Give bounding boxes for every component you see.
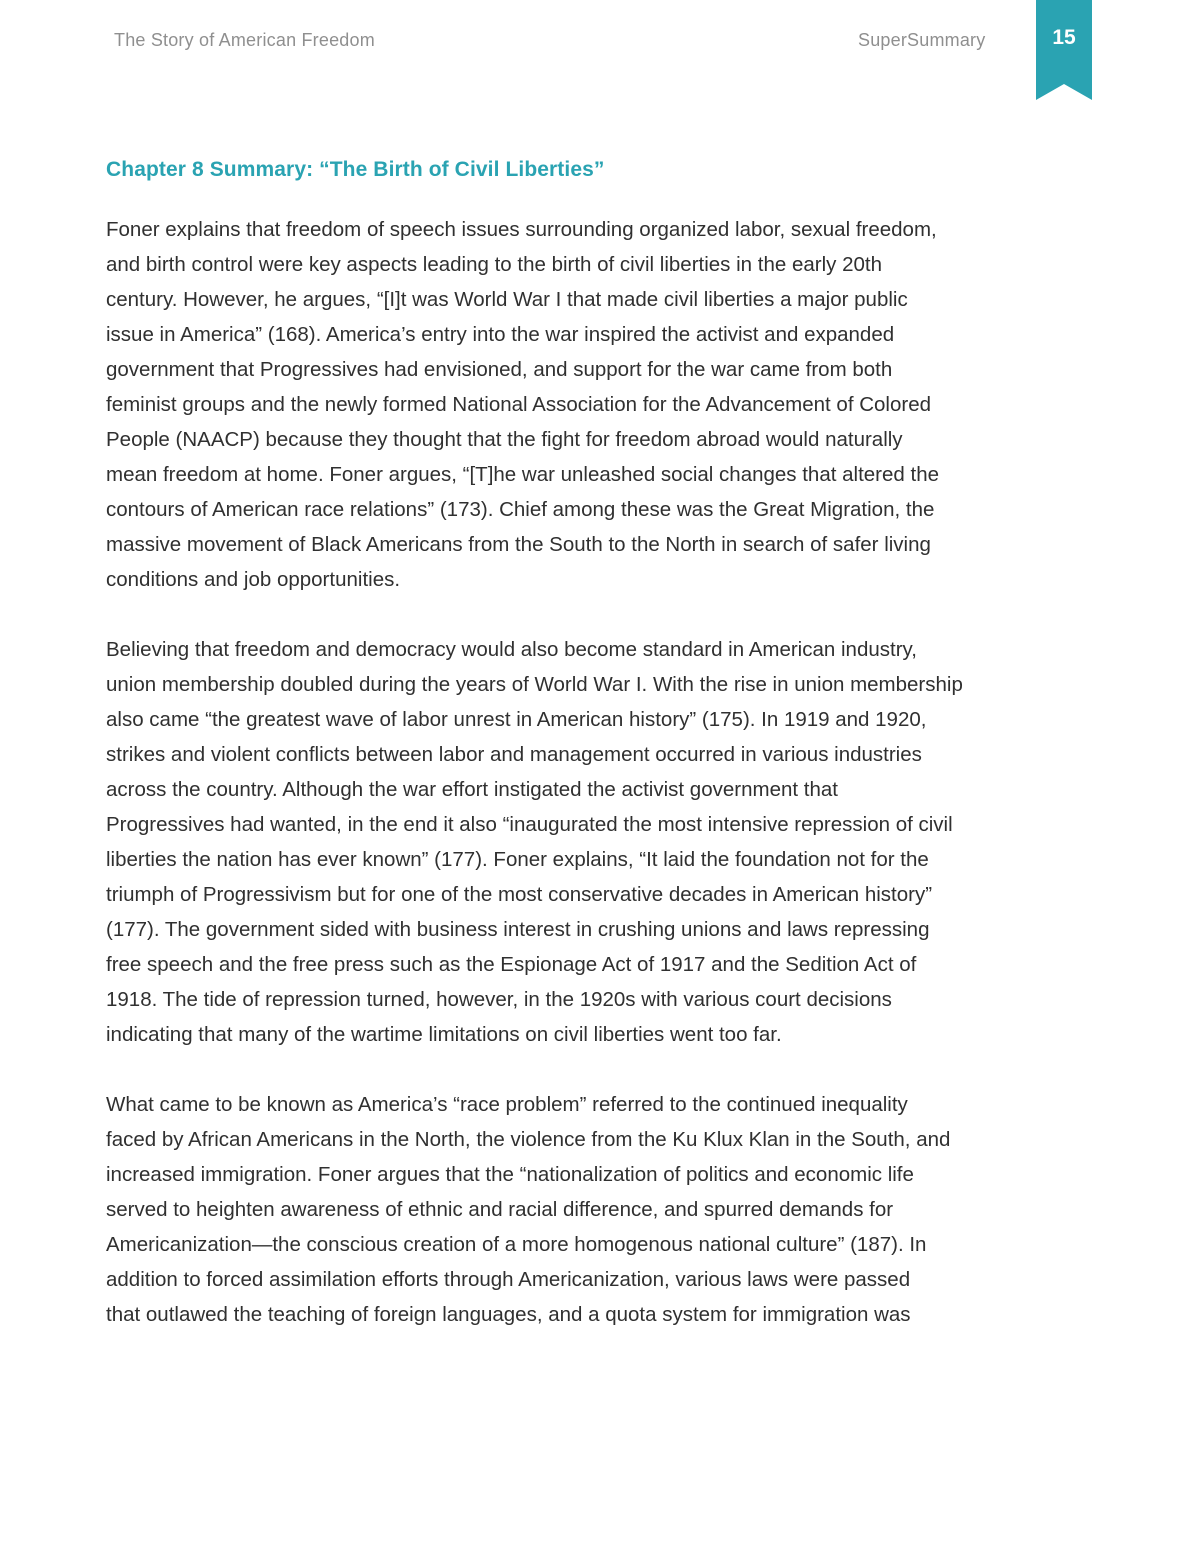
text-line: served to heighten awareness of ethnic and racial difference, and spurred demands for: [106, 1198, 894, 1221]
text-line: feminist groups and the newly formed National Association for the Advancement of Colored: [106, 393, 932, 416]
text-line: that outlawed the teaching of foreign languages, and a quota system for immigration was: [106, 1303, 911, 1326]
text-line: liberties the nation has ever known” (177). Foner explains, “It laid the foundation not for the: [106, 848, 929, 871]
text-line: Foner explains that freedom of speech issues surrounding organized labor, sexual freedom,: [106, 218, 937, 241]
text-line: century. However, he argues, “[I]t was World War I that made civil liberties a major public: [106, 288, 908, 311]
text-line: Progressives had wanted, in the end it also “inaugurated the most intensive repression of civil: [106, 813, 953, 836]
chapter-title: Chapter 8 Summary: “The Birth of Civil Liberties”: [106, 158, 605, 181]
page-number-bookmark: [1036, 0, 1092, 100]
text-line: Believing that freedom and democracy would also become standard in American industry,: [106, 638, 917, 661]
paragraph: [106, 632, 1106, 1052]
text-line: conditions and job opportunities.: [106, 568, 401, 591]
text-line: union membership doubled during the years of World War I. With the rise in union membership: [106, 673, 963, 696]
book-title: The Story of American Freedom: [114, 30, 375, 50]
text-line: mean freedom at home. Foner argues, “[T]he war unleashed social changes that altered the: [106, 463, 940, 486]
bookmark-ribbon-icon: [1036, 0, 1092, 100]
brand-name: SuperSummary: [858, 30, 986, 50]
text-line: indicating that many of the wartime limitations on civil liberties went too far.: [106, 1023, 782, 1046]
text-line: faced by African Americans in the North, the violence from the Ku Klux Klan in the South, and: [106, 1128, 951, 1151]
page-number: 15: [1052, 26, 1076, 49]
text-line: strikes and violent conflicts between labor and management occurred in various industries: [106, 743, 922, 766]
text-line: What came to be known as America’s “race problem” referred to the continued inequality: [106, 1093, 908, 1116]
text-line: issue in America” (168). America’s entry into the war inspired the activist and expanded: [106, 323, 895, 346]
text-line: contours of American race relations” (173). Chief among these was the Great Migration, the: [106, 498, 935, 521]
text-line: and birth control were key aspects leading to the birth of civil liberties in the early 20th: [106, 253, 882, 276]
text-line: triumph of Progressivism but for one of the most conservative decades in American history”: [106, 883, 933, 906]
text-line: across the country. Although the war effort instigated the activist government that: [106, 778, 838, 801]
text-line: free speech and the free press such as the Espionage Act of 1917 and the Sedition Act of: [106, 953, 917, 976]
text-line: (177). The government sided with business interest in crushing unions and laws repressing: [106, 918, 930, 941]
body-text: [106, 212, 1106, 1367]
text-line: increased immigration. Foner argues that the “nationalization of politics and economic life: [106, 1163, 914, 1186]
text-line: government that Progressives had envisioned, and support for the war came from both: [106, 358, 893, 381]
paragraph: [106, 1087, 1106, 1332]
text-line: massive movement of Black Americans from the South to the North in search of safer living: [106, 533, 931, 556]
text-line: addition to forced assimilation efforts through Americanization, various laws were passed: [106, 1268, 911, 1291]
text-line: also came “the greatest wave of labor unrest in American history” (175). In 1919 and 1920,: [106, 708, 927, 731]
text-line: Americanization—the conscious creation of a more homogenous national culture” (187). In: [106, 1233, 927, 1256]
text-line: People (NAACP) because they thought that the fight for freedom abroad would naturally: [106, 428, 903, 451]
paragraph: [106, 212, 1106, 597]
text-line: 1918. The tide of repression turned, however, in the 1920s with various court decisions: [106, 988, 892, 1011]
